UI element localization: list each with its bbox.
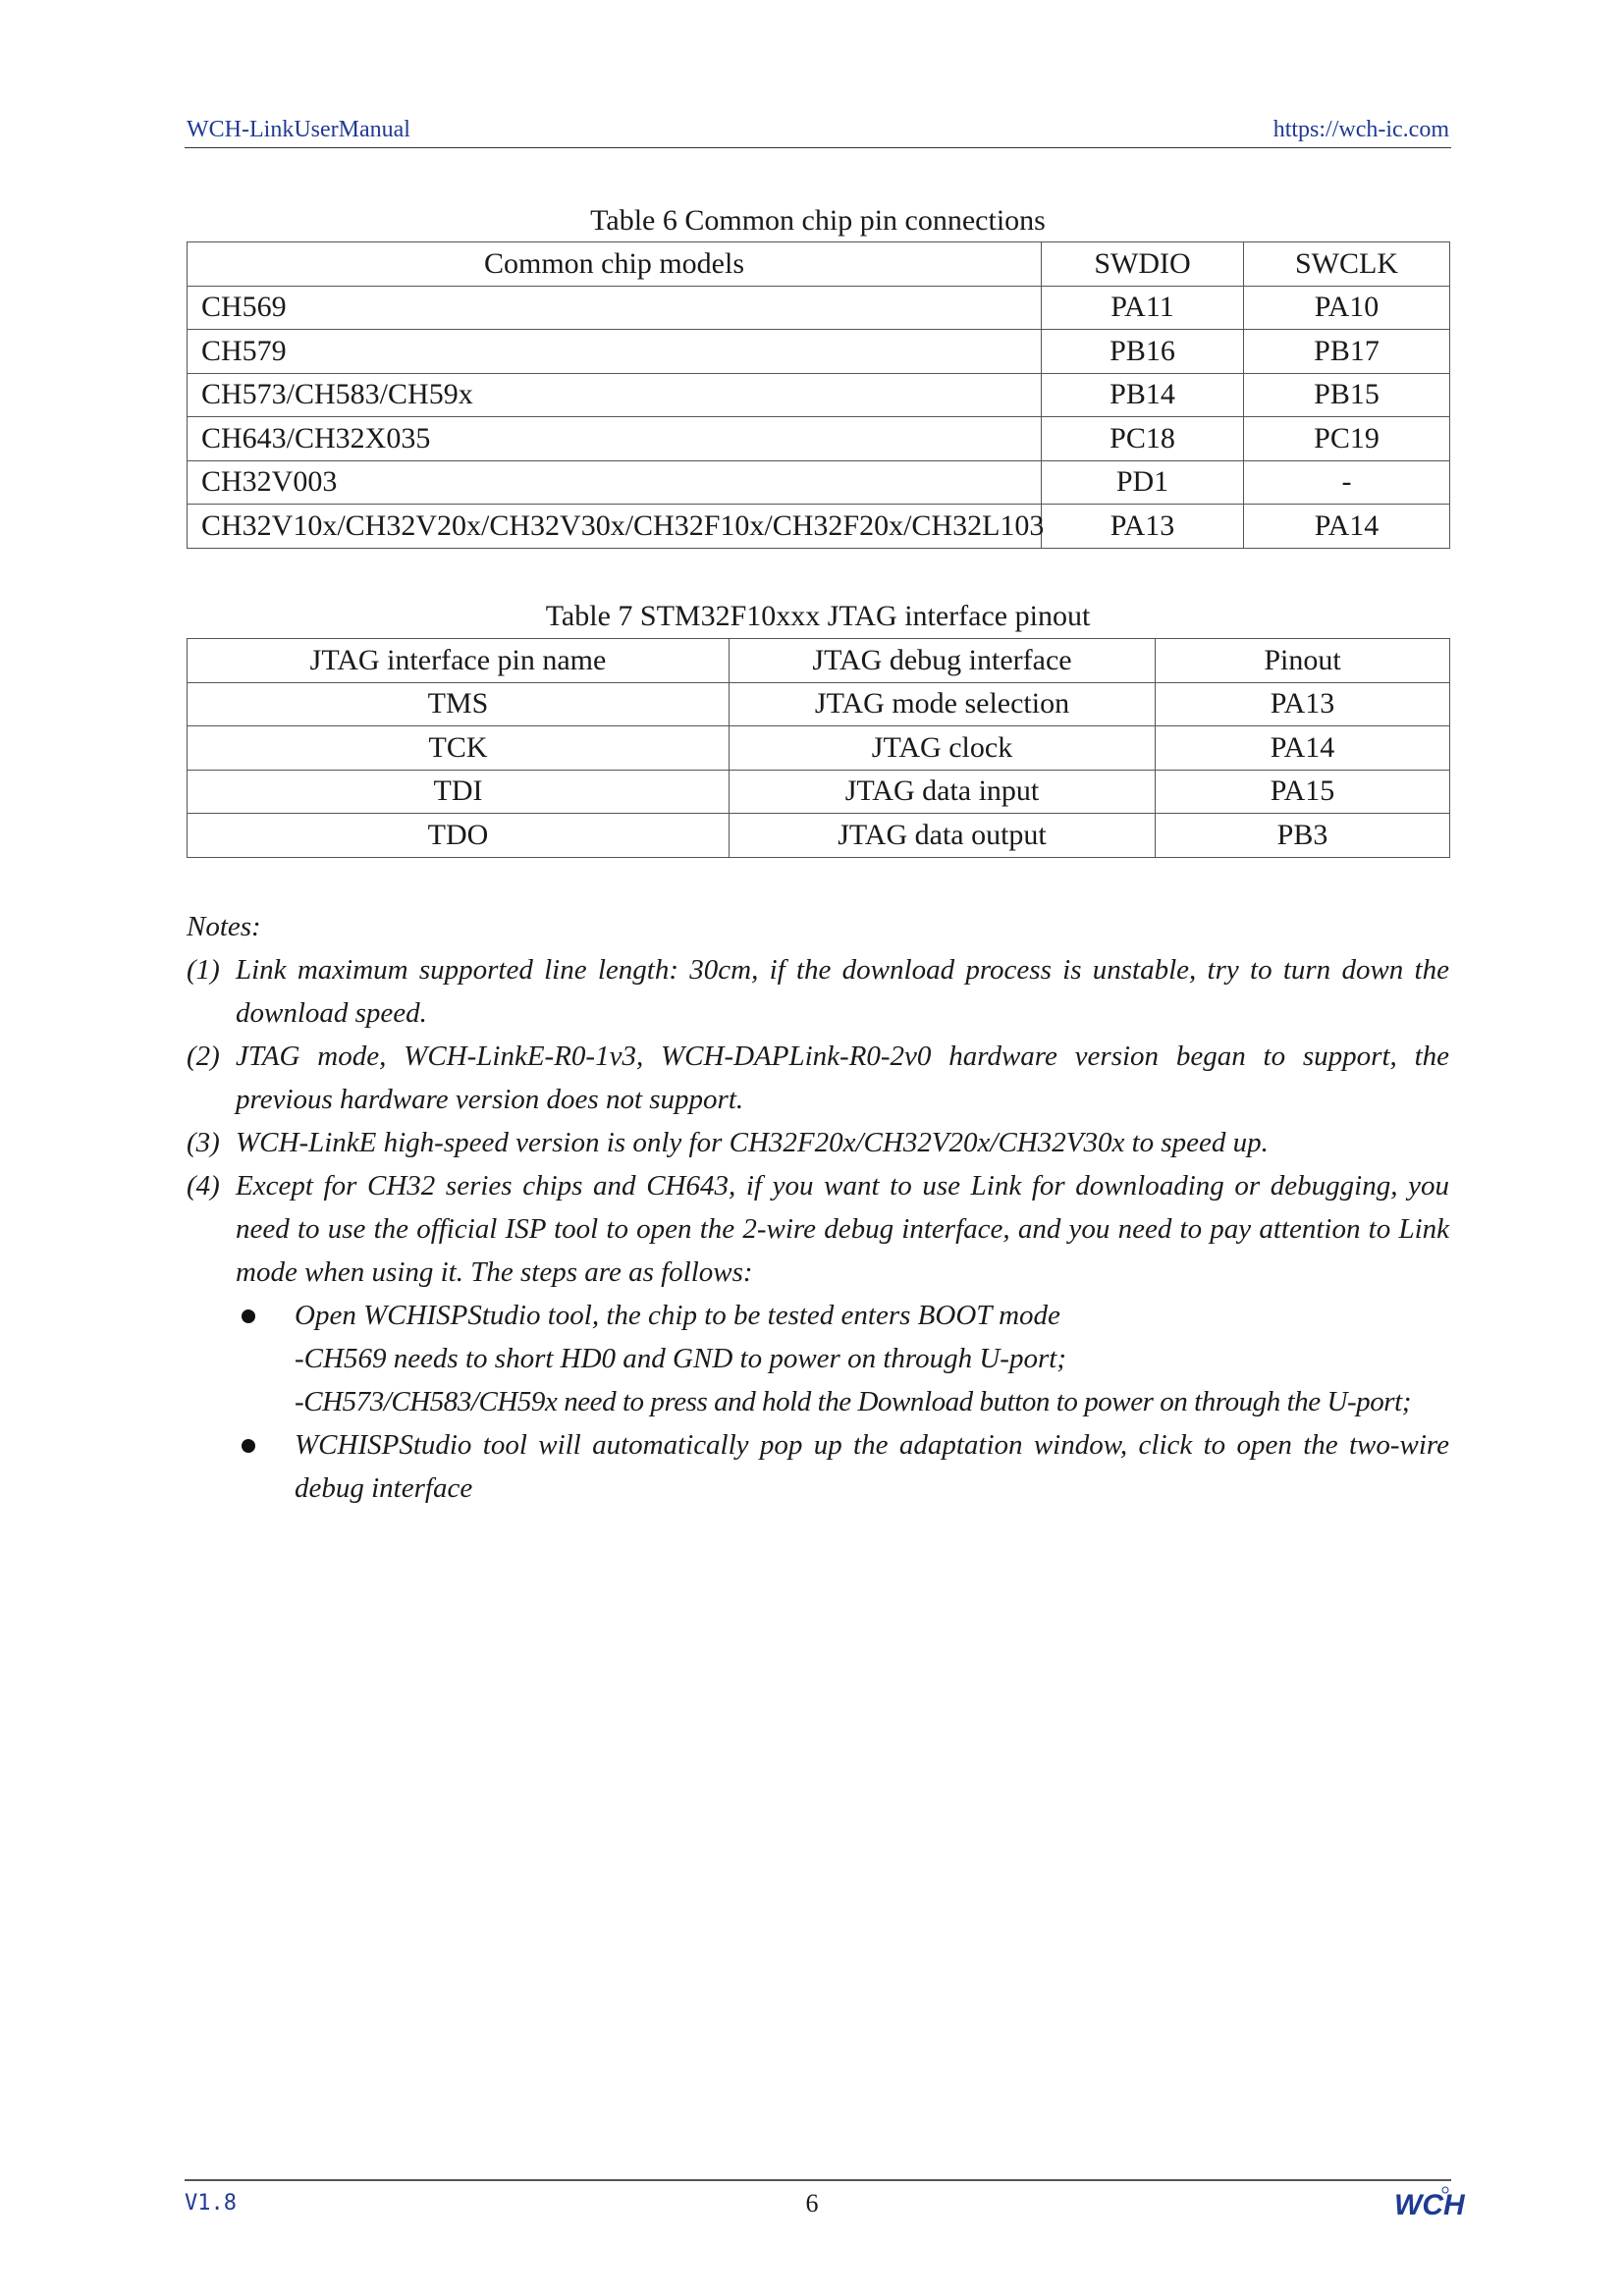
- table-cell: PA10: [1244, 286, 1450, 330]
- table-row: [188, 726, 1450, 771]
- note-item: [187, 1121, 1449, 1164]
- table-cell: JTAG clock: [730, 726, 1156, 771]
- table6: [187, 241, 1450, 549]
- table-cell: PB17: [1244, 330, 1450, 374]
- logo-text: WCH: [1394, 2189, 1465, 2221]
- table-cell: PA14: [1244, 505, 1450, 549]
- table-row: [188, 770, 1450, 814]
- footer-rule: [185, 2179, 1451, 2181]
- table-cell: TDO: [188, 814, 730, 858]
- table-header-cell: JTAG debug interface: [730, 639, 1156, 683]
- table-cell: CH573/CH583/CH59x: [188, 373, 1042, 417]
- note-number: (2): [187, 1041, 220, 1072]
- note-line: download speed.: [236, 997, 427, 1029]
- note-number: (4): [187, 1170, 220, 1201]
- table-header-cell: Common chip models: [188, 242, 1042, 287]
- table-row: [188, 373, 1450, 417]
- bullet-line: WCHISPStudio tool will automatically pop up the adaptation window, click to open the two-wire: [295, 1429, 1449, 1461]
- note-line: Except for CH32 series chips and CH643, if you want to use Link for downloading or debugging, you: [236, 1170, 1449, 1201]
- table-cell: PA15: [1156, 770, 1450, 814]
- table-cell: CH643/CH32X035: [188, 417, 1042, 461]
- table-row: [188, 460, 1450, 505]
- note-line: mode when using it. The steps are as follows:: [236, 1256, 753, 1288]
- table-cell: CH569: [188, 286, 1042, 330]
- table-header-cell: SWCLK: [1244, 242, 1450, 287]
- note-item: [187, 948, 1449, 1035]
- table-cell: PB15: [1244, 373, 1450, 417]
- table-row: [188, 682, 1450, 726]
- bullet-icon: [236, 1423, 295, 1510]
- notes-title: Notes:: [187, 911, 261, 942]
- bullet-item: [236, 1423, 1449, 1510]
- table-cell: TCK: [188, 726, 730, 771]
- bullet-line: Open WCHISPStudio tool, the chip to be tested enters BOOT mode: [295, 1300, 1060, 1331]
- table-header-row: [188, 242, 1450, 287]
- table-row: [188, 505, 1450, 549]
- table-cell: PA13: [1156, 682, 1450, 726]
- table-row: [188, 814, 1450, 858]
- bullet-line: -CH573/CH583/CH59x need to press and hold the Download button to power on through the U-port;: [295, 1386, 1411, 1417]
- table-cell: PA13: [1042, 505, 1244, 549]
- note-number: (3): [187, 1127, 220, 1158]
- table-cell: PC19: [1244, 417, 1450, 461]
- table-cell: PB3: [1156, 814, 1450, 858]
- table-cell: PD1: [1042, 460, 1244, 505]
- bullet-item: [236, 1294, 1449, 1423]
- table-cell: PA11: [1042, 286, 1244, 330]
- header-title: WCH-LinkUserManual: [187, 117, 410, 142]
- table-row: [188, 286, 1450, 330]
- table-row: [188, 330, 1450, 374]
- notes-section: [187, 905, 1449, 1510]
- note-line: WCH-LinkE high-speed version is only for CH32F20x/CH32V20x/CH32V30x to speed up.: [236, 1127, 1269, 1158]
- table-cell: CH32V003: [188, 460, 1042, 505]
- table7: [187, 638, 1450, 858]
- note-item: [187, 1035, 1449, 1121]
- table-cell: PA14: [1156, 726, 1450, 771]
- table-header-cell: SWDIO: [1042, 242, 1244, 287]
- table7-caption: Table 7 STM32F10xxx JTAG interface pinout: [545, 600, 1091, 632]
- bullet-line: debug interface: [295, 1472, 473, 1504]
- note-line: previous hardware version does not support.: [236, 1084, 744, 1115]
- table-cell: PC18: [1042, 417, 1244, 461]
- footer-version: V1.8: [185, 2191, 237, 2216]
- page-number: 6: [805, 2189, 819, 2217]
- table-row: [188, 417, 1450, 461]
- table-cell: JTAG data input: [730, 770, 1156, 814]
- table-cell: JTAG mode selection: [730, 682, 1156, 726]
- note-line: Link maximum supported line length: 30cm, if the download process is unstable, try to turn down the: [236, 954, 1449, 986]
- note-item: [187, 1164, 1449, 1294]
- note-number: (1): [187, 954, 220, 986]
- table-cell: CH32V10x/CH32V20x/CH32V30x/CH32F10x/CH32F20x/CH32L103: [188, 505, 1042, 549]
- table-header-row: [188, 639, 1450, 683]
- page-header: [185, 116, 1451, 148]
- header-url: https://wch-ic.com: [1272, 117, 1449, 142]
- note-line: need to use the official ISP tool to open the 2-wire debug interface, and you need to pay attention to Link: [236, 1213, 1449, 1245]
- table-cell: PB16: [1042, 330, 1244, 374]
- table-cell: JTAG data output: [730, 814, 1156, 858]
- table6-caption: Table 6 Common chip pin connections: [590, 204, 1046, 237]
- table-cell: TMS: [188, 682, 730, 726]
- bullet-icon: [236, 1294, 295, 1423]
- bullet-line: -CH569 needs to short HD0 and GND to power on through U-port;: [295, 1343, 1066, 1374]
- wch-logo-icon: [1392, 2185, 1465, 2221]
- table-header-cell: Pinout: [1156, 639, 1450, 683]
- table-cell: CH579: [188, 330, 1042, 374]
- table-cell: -: [1244, 460, 1450, 505]
- table-cell: PB14: [1042, 373, 1244, 417]
- note-line: JTAG mode, WCH-LinkE-R0-1v3, WCH-DAPLink-R0-2v0 hardware version began to support, the: [236, 1041, 1449, 1072]
- table-cell: TDI: [188, 770, 730, 814]
- table-header-cell: JTAG interface pin name: [188, 639, 730, 683]
